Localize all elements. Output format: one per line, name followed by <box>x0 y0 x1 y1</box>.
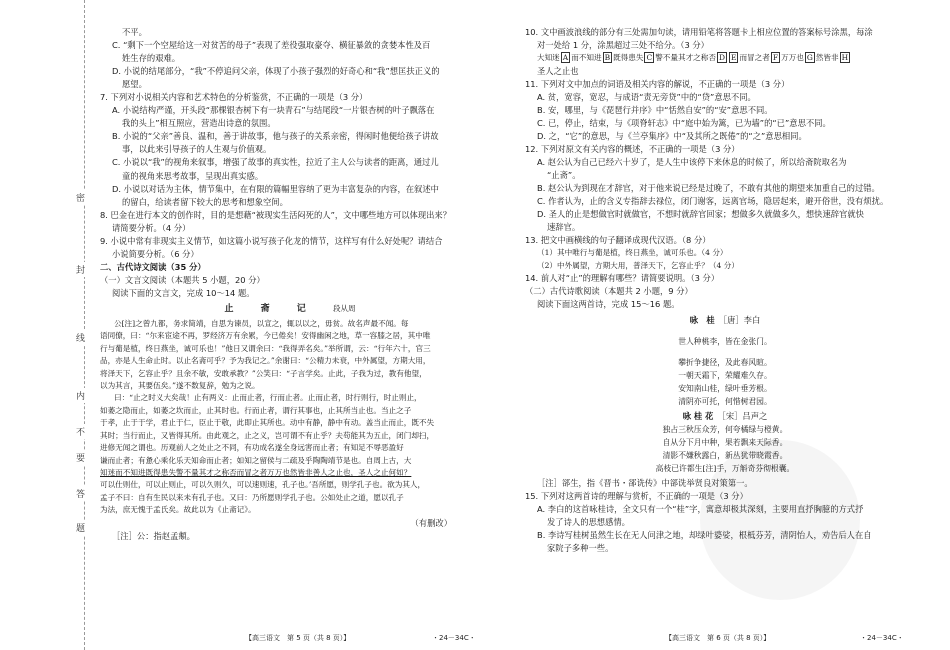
question-11: 11. 下列对文中加点的词语及相关内容的解说，不正确的一项是（3 分） <box>525 78 790 89</box>
binding-line <box>84 0 85 650</box>
poem-line: 独占三秋压众芳，何夸橘绿与橙黄。 <box>662 424 788 434</box>
question-14: 14. 前人对“止”的理解有哪些？请简要说明。（3 分） <box>525 272 720 283</box>
option-a: A. 小说结构严谨，开头段“那棵银杏树下有一块青石”与结尾段“一片银杏树的叶子飘落在 <box>112 105 435 116</box>
essay-line: 进修无闻之谓也。历观前人之处止之不同，有功成名遂全身远害而止者；有知足不辱恶盈好 <box>100 443 404 453</box>
essay-line: 谦而止者；有惫心乘化乐天知命而止者；如知之留侯与二疏及乎陶陶靖节是也。自周上古，大 <box>100 455 412 465</box>
box-text: 然皆非 <box>815 53 839 63</box>
text-line: 对一处给 1 分，涂黑超过三处不给分。（3 分） <box>537 40 709 51</box>
binding-char: 线 <box>76 330 85 345</box>
box-text: 既得患失 <box>613 53 644 63</box>
poem-line: 清影不嫌秋露白，新丛犹带晓霞香。 <box>662 450 788 460</box>
option-a: A. 李白的这首咏桂诗，全文只有一个“桂”字，寓意却极其深刻，主要用直抒胸臆的方式抒 <box>537 503 864 514</box>
answer-box-c[interactable]: C <box>646 53 653 63</box>
essay-title-text: 止 斋 记 <box>224 303 318 314</box>
option-d: D. 小说以对话为主体，情节集中，在有限的篇幅里容纳了更为丰富复杂的内容，在叙述中 <box>112 183 439 194</box>
poem-line: 攀折争捷径，及此春风暄。 <box>678 357 772 367</box>
question-10: 10. 文中画波浪线的部分有三处需加句读，请用铅笔将答题卡上相应位置的答案标号涂黑，每涂 <box>525 27 873 37</box>
option-a: A. 赵公认为自己已经六十岁了，是人生中该停下来休息的时候了，所以给斋院取名为 <box>537 156 847 167</box>
text-line: 姓生存的艰难。 <box>122 53 181 64</box>
poem-title-text: 咏 桂 <box>689 315 715 326</box>
text-line: 我的头上”相互照应，营造出诗意的氛围。 <box>122 118 276 129</box>
option-c: C. 小说以“我”的视角来叙事，增强了故事的真实性，拉近了主人公与读者的距离，通过儿 <box>112 157 439 168</box>
box-text: 大知迷 <box>537 53 560 63</box>
subsection-heading: （二）古代诗歌阅读（本题共 2 小题，9 分） <box>525 286 693 297</box>
option-b: B. 李诗写桂树虽然生长在无人问津之地，却绿叶婆娑，根柢芬芳，清阴怡人，劝告后人在自 <box>537 529 872 540</box>
page-6-column <box>525 26 925 555</box>
poem-author: ［唐］李白 <box>722 315 761 326</box>
question-7: 7. 下列对小说相关内容和艺术特色的分析鉴赏，不正确的一项是（3 分） <box>100 92 368 103</box>
poem-line: 安知南山桂，绿叶垂芳根。 <box>678 383 772 393</box>
question-13: 13. 把文中画横线的句子翻译成现代汉语。（8 分） <box>525 235 711 246</box>
poem-line: 自从分下月中种，果若飘来天际香。 <box>662 437 788 447</box>
poem-line: 一朝天霜下，荣耀难久存。 <box>678 370 772 380</box>
option-c: C. “剩下一个空屋给这一对贫苦的母子”表现了差役强取豪夺、横征暴敛的贪婪本性及百 <box>112 40 431 51</box>
option-b: B. 赵公认为到现在才辞官，对于他来说已经是过晚了，不敢有其他的期望来加重自己的过错。 <box>537 182 880 193</box>
text-line: 不平。 <box>122 27 147 37</box>
translation-item: （2）中外属望，方期大用，普泽天下，乞容止乎？（4 分） <box>537 260 739 270</box>
option-b: B. 小说的“父亲”善良、温和，善于讲故事，他与孩子的关系亲密，得闲时他便给孩子讲故 <box>112 131 439 142</box>
option-c: C. 已，停止，结束，与《项脊轩志》中“庭中始为篱，已为墙”的“已”意思不同。 <box>537 117 831 128</box>
binding-char: 内 <box>76 388 85 403</box>
answer-box-h[interactable]: H <box>841 53 849 63</box>
text-line: 愿望。 <box>122 79 147 90</box>
footnote: ［注］郤生，指《晋书・郤诜传》中郤诜举贤良对策第一。 <box>537 477 753 488</box>
answer-box-f[interactable]: F <box>772 53 779 63</box>
answer-box-b[interactable]: B <box>604 53 611 63</box>
poem-title-text: 咏 桂 花 <box>682 410 714 421</box>
answer-box-d[interactable]: D <box>718 53 725 63</box>
essay-author: 段从周 <box>332 303 356 313</box>
poem-1-title <box>525 314 925 327</box>
box-text: 而不知进 <box>571 53 602 63</box>
essay-line-wavy: 知迷而不知进既得患失警不量其才之称否而冒之者万万也然皆非善人之止也，圣人之止何如？ <box>100 467 412 477</box>
instruction: 阅读下面的文言文，完成 10～14 题。 <box>112 287 255 298</box>
text-line: 的留白，给读者留下较大的思考和想象空间。 <box>122 196 288 207</box>
text-line: “止斋”。 <box>547 169 581 180</box>
text-line: 速辞官。 <box>547 222 581 233</box>
section-heading: 二、古代诗文阅读（35 分） <box>100 261 206 272</box>
text-line: 童的视角来思考故事，呈现出真实感。 <box>122 170 264 181</box>
text-line: 请简要分析。（4 分） <box>112 222 191 233</box>
box-text: 而冒之者 <box>739 53 770 63</box>
option-b: B. 安，哪里，与《琵琶行并序》中“恬然自安”的“安”意思不同。 <box>537 104 773 115</box>
page-5-footer-code: ・24－34C・ <box>432 634 476 642</box>
question-9: 9. 小说中常有非现实主义情节，如这篇小说写孩子化龙的情节，这样写有什么好处呢？请结合 <box>100 235 443 246</box>
text-line: 小说简要分析。（6 分） <box>112 248 199 259</box>
question-8: 8. 巴金在进行本文的创作时，目的是想藉“被现实生活闷死的人”，文中哪些地方可以体现出来？ <box>100 209 452 220</box>
option-d: D. 小说的结尾部分，“我”不停追问父亲，体现了小孩子强烈的好奇心和“我”想匡扶正义的 <box>112 66 440 77</box>
subsection-heading: （一）文言文阅读（本题共 5 小题，20 分） <box>100 274 265 285</box>
essay-line: 于孝，止于于学，君止于仁，臣止于敬，此即止其所也。动中有静，静中有动。盖当止而止，既不失 <box>100 418 435 428</box>
poem-author: ［宋］吕声之 <box>721 410 768 421</box>
poem-line: 高枝已许都生[注]手，万斛奇芬彻根囊。 <box>655 463 795 473</box>
page-6-footer-code: ・24－34C・ <box>860 634 904 642</box>
binding-char: 题 <box>76 520 85 535</box>
option-d: D. 圣人的止是想做官时就做官，不想时就辞官回家；想做多久就做多久，想快速辞官就快 <box>537 209 864 220</box>
poem-line: 世人种桃李，皆在金张门。 <box>678 336 772 346</box>
page-5-column <box>100 26 480 543</box>
answer-box-row <box>525 52 925 64</box>
essay-line: 为法，庶无愧于孟氏矣。故此以为《止斋记》。 <box>100 505 256 515</box>
text-line: 发了诗人的思想感情。 <box>547 516 630 527</box>
answer-box-e[interactable]: E <box>730 53 737 63</box>
essay-line: 语同僚，曰：“尔来宦途不再，罗经济万有余累，今已倦矣！安得幽闲之地，草一容膝之居，其中唯 <box>100 331 431 341</box>
answer-box-g[interactable]: G <box>806 53 813 63</box>
answer-box-a[interactable]: A <box>562 53 569 63</box>
question-12: 12. 下列对原文有关内容的概述，不正确的一项是（3 分） <box>525 143 740 154</box>
source-note: （有删改） <box>410 517 452 528</box>
text-line: 事，以此来引导孩子的人生观与价值观。 <box>122 144 272 155</box>
option-d: D. 之，“它”的意思，与《兰亭集序》中“及其所之既倦”的“之”意思相同。 <box>537 130 807 141</box>
footnote: ［注］公：指赵孟頫。 <box>112 530 195 541</box>
text-line: 家院子多种一些。 <box>547 543 614 554</box>
page-5-footer-title: 【高三语文 第 5 页（共 8 页）】 <box>245 634 351 642</box>
binding-char: 封 <box>76 262 85 277</box>
essay-line: 其时；当行而止，又皆得其所。由此观之，止之义，岂可谓不有止乎？夫苟能其为五止，闭门却扫， <box>100 430 435 440</box>
poem-2-title <box>525 410 925 423</box>
binding-char: 要 <box>76 450 85 465</box>
binding-char: 密 <box>76 190 85 205</box>
essay-line: 行与葡是植，终日燕坐，诚可乐也！”他日又谓余曰：“我得弄名矣。”举所谓，云：“行年六十，官三 <box>100 343 431 353</box>
option-a: A. 贫，宽容，宽忍，与成语“责无旁贷”中的“贷”意思不同。 <box>537 91 756 102</box>
essay-line: 品，亦是人生命止时。以止名斋可乎？予为我记之。”余谢曰：“公精力未衰，中外属望，方期大用， <box>100 356 431 366</box>
essay-line: 以为其言，其要伍矣。”遂不数复辞，勉为之说。 <box>100 381 260 391</box>
binding-char: 不 <box>76 424 85 439</box>
essay-line: 曰：“止之时义大矣哉！止有两义：止而止者，行而止者。止而止者，时行则行，时止则止， <box>114 393 422 403</box>
essay-line: 公[注]之曾九都，务求简靖，自思为谏员，以宣之，辄以以之，毋贫。故名声最不闻。每 <box>114 319 409 329</box>
essay-title <box>100 302 480 316</box>
question-15: 15. 下列对这两首诗的理解与赏析，不正确的一项是（3 分） <box>525 490 748 501</box>
box-text: 警不量其才之称否 <box>655 53 716 63</box>
box-text: 万万也 <box>781 53 804 63</box>
binding-margin <box>0 0 88 650</box>
poem-line: 清阴亦可托，何惜树君园。 <box>678 396 772 406</box>
page-6-footer-title: 【高三语文 第 6 页（共 8 页）】 <box>665 634 771 642</box>
essay-line: 将泽天下，乞容止乎？且余不敏，安敢承教？”公笑曰：“子言学矣。止此，子我为过，教有他望， <box>100 368 427 378</box>
essay-line: 如萎之隐而止，如萎之坎而止，止其时也。行而止者，谓行其事也，止其所当止也。当止之子 <box>100 405 412 415</box>
binding-char: 答 <box>76 486 85 501</box>
translation-item: （1）其中唯行与葡是植，终日燕坐，诚可乐也。（4 分） <box>537 248 728 258</box>
essay-line: 孟子不曰：自有生民以来未有孔子也。又曰：乃所愿则学孔子也。公如处止之道，愿以孔子 <box>100 492 404 502</box>
instruction: 阅读下面这两首诗，完成 15～16 题。 <box>537 299 680 310</box>
option-c: C. 作者认为，止的含义专指辞去禄位，闭门谢客，远离官场，隐居起来，避开俗世，没有烦扰。 <box>537 195 889 206</box>
essay-line: 可以仕则仕，可以止则止，可以久则久，可以速则速，孔子也。’吾所愿，则学孔子也。欲为其人， <box>100 480 426 490</box>
text-line: 圣人之止也 <box>537 65 579 76</box>
